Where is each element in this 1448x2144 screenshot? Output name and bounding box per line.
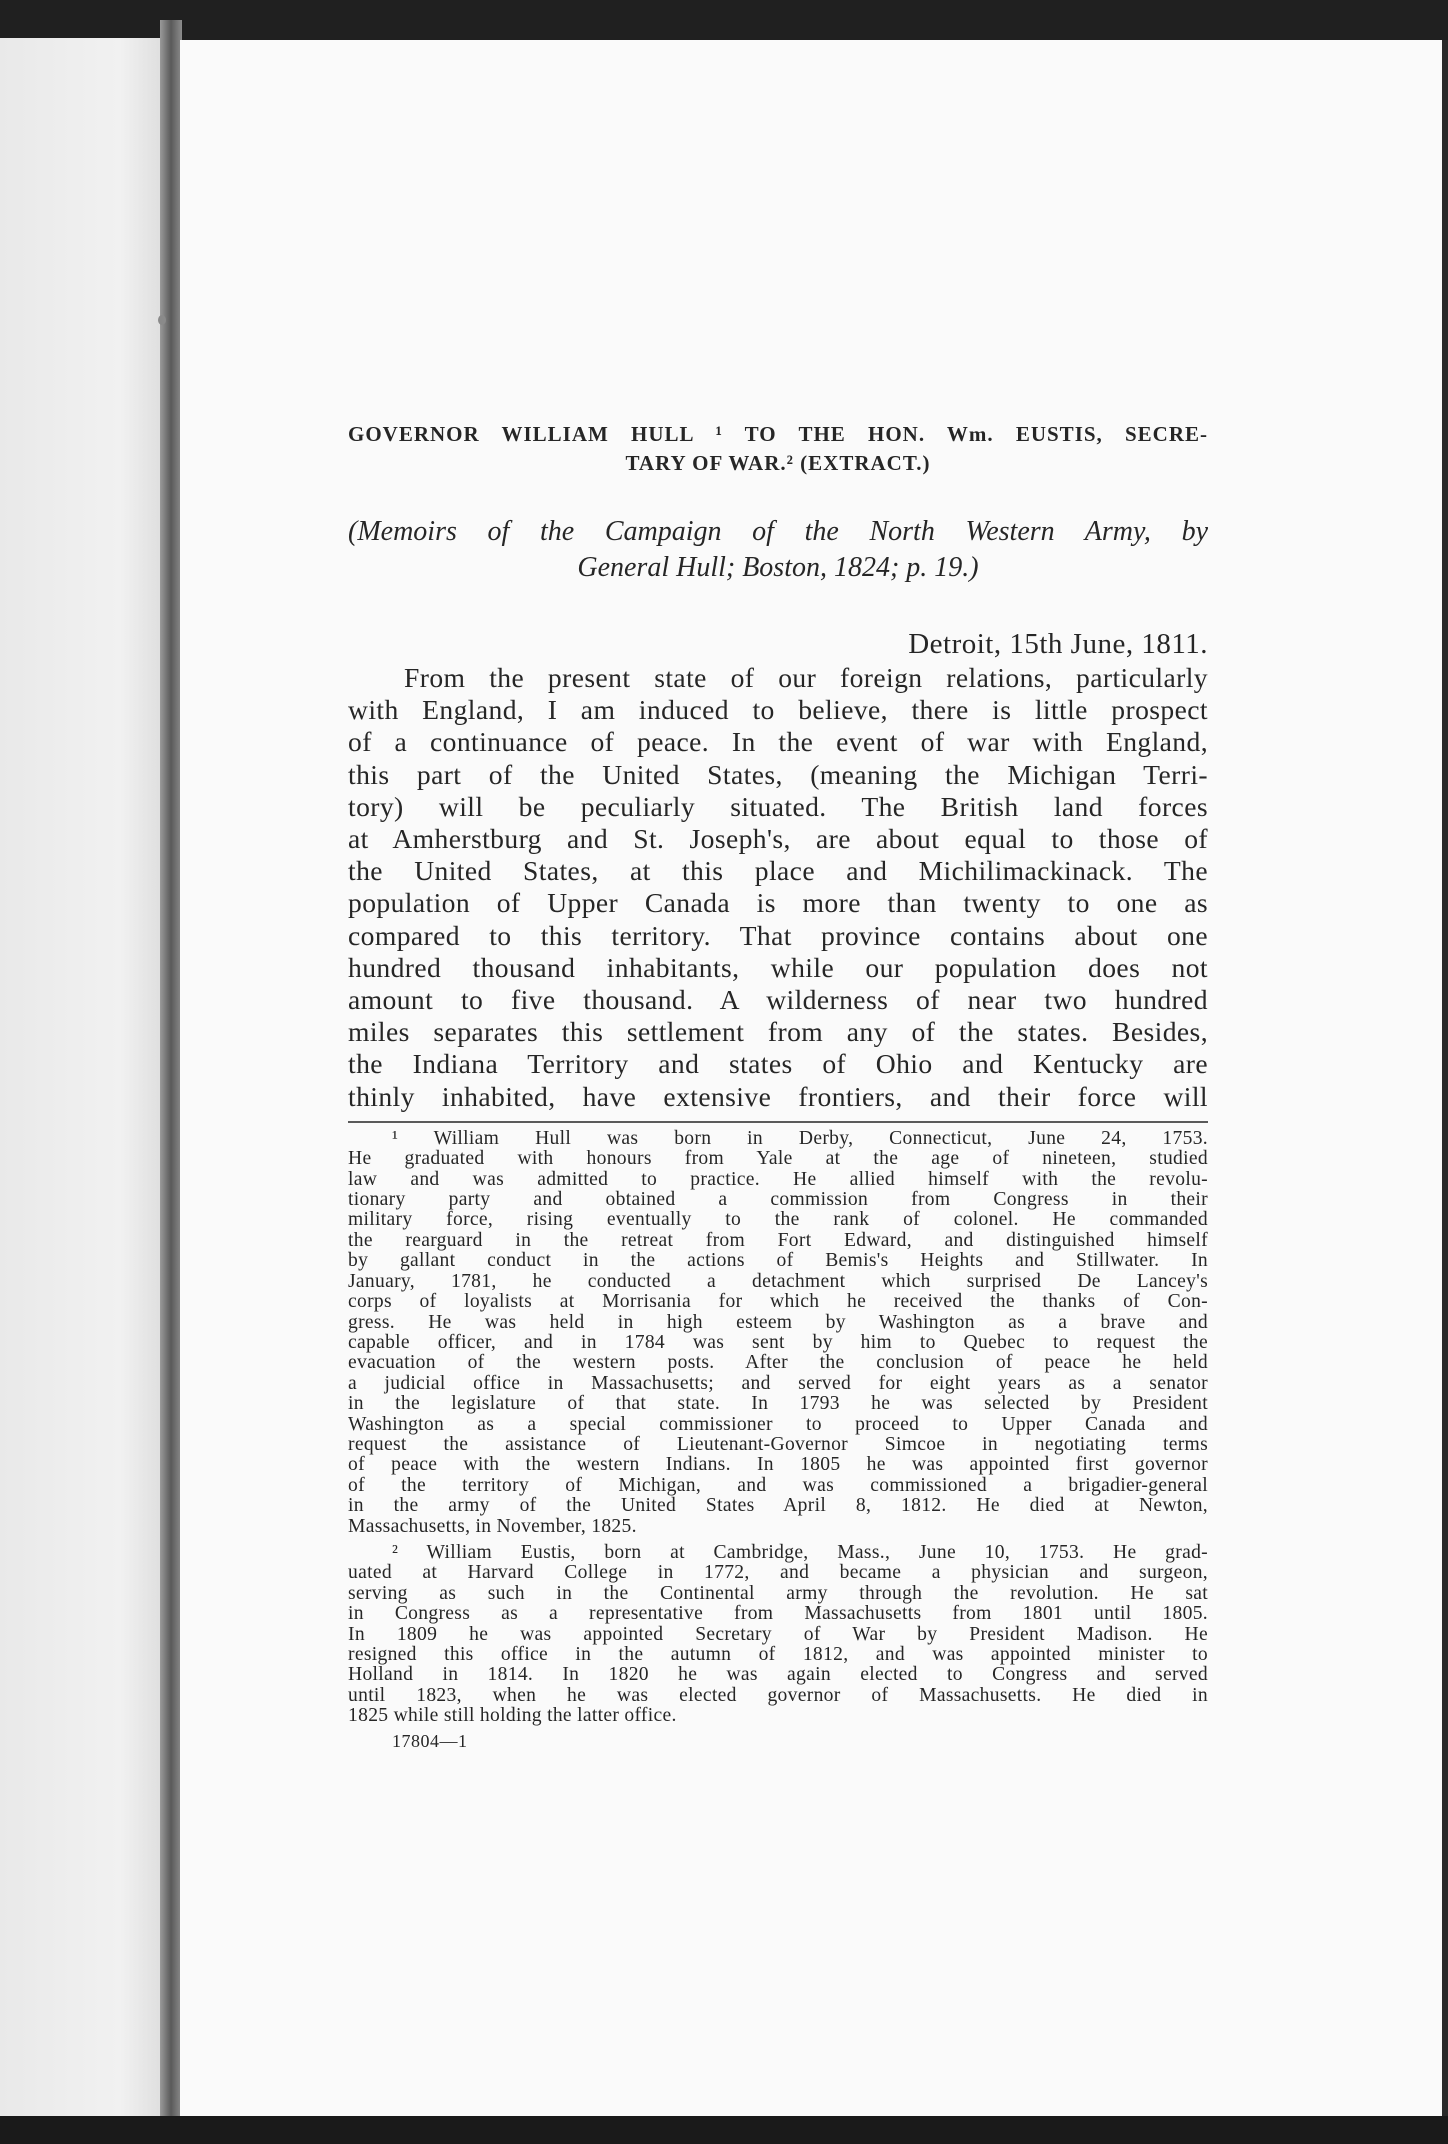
page-content <box>348 420 1208 1752</box>
heading-line-2: TARY OF WAR.² (EXTRACT.) <box>625 451 931 475</box>
footnote-2-line: Holland in 1814. In 1820 he was again elected to Congress and served <box>348 1665 1208 1686</box>
heading-line-1: GOVERNOR WILLIAM HULL ¹ TO THE HON. Wm. EUSTIS, SECRE- <box>348 422 1208 446</box>
footnote-1-line: request the assistance of Lieutenant-Governor Simcoe in negotiating terms <box>348 1434 1208 1455</box>
facing-page-edge <box>0 38 172 2120</box>
footnote-1-line: January, 1781, he conducted a detachment which surprised De Lancey's <box>348 1271 1208 1292</box>
footnote-1-line: in the army of the United States April 8, 1812. He died at Newton, <box>348 1496 1208 1517</box>
footnote-1-line: gress. He was held in high esteem by Washington as a brave and <box>348 1312 1208 1333</box>
scan-speck <box>158 315 166 325</box>
footnote-1-line: He graduated with honours from Yale at the age of nineteen, studied <box>348 1149 1208 1170</box>
footnote-1-line: a judicial office in Massachusetts; and served for eight years as a senator <box>348 1373 1208 1394</box>
footnote-1-line: tionary party and obtained a commission from Congress in their <box>348 1190 1208 1211</box>
footnote-1-line: by gallant conduct in the actions of Bemis's Heights and Stillwater. In <box>348 1251 1208 1272</box>
footnote-1-line: corps of loyalists at Morrisania for which he received the thanks of Con- <box>348 1292 1208 1313</box>
source-line-2: General Hull; Boston, 1824; p. 19.) <box>577 552 979 583</box>
footnote-1 <box>348 1129 1208 1537</box>
footnote-1-line: evacuation of the western posts. After the conclusion of peace he held <box>348 1353 1208 1374</box>
printer-signature: 17804—1 <box>392 1730 468 1751</box>
body-line: population of Upper Canada is more than twenty to one as <box>348 887 1208 919</box>
body-line: miles separates this settlement from any of the states. Besides, <box>348 1016 1208 1048</box>
footnote-2-line: ² William Eustis, born at Cambridge, Mass., June 10, 1753. He grad- <box>392 1542 1208 1563</box>
footnote-2-line: In 1809 he was appointed Secretary of War by President Madison. He <box>348 1624 1208 1645</box>
footnote-1-line: ¹ William Hull was born in Derby, Connecticut, June 24, 1753. <box>392 1128 1208 1149</box>
footnote-1-line: in the legislature of that state. In 1793 he was selected by President <box>348 1394 1208 1415</box>
letter-heading <box>348 420 1208 478</box>
body-line: of a continuance of peace. In the event of war with England, <box>348 726 1208 758</box>
scan-bottom-border <box>0 2116 1448 2144</box>
footnote-1-line: law and was admitted to practice. He allied himself with the revolu- <box>348 1169 1208 1190</box>
footnote-1-line: capable officer, and in 1784 was sent by him to Quebec to request the <box>348 1332 1208 1353</box>
body-line: this part of the United States, (meaning the Michigan Terri- <box>348 758 1208 790</box>
footnote-2 <box>348 1543 1208 1727</box>
footnote-2-line: 1825 while still holding the latter office. <box>348 1706 677 1727</box>
footnote-divider <box>348 1121 1208 1123</box>
footnote-1-line: Massachusetts, in November, 1825. <box>348 1516 637 1537</box>
body-line: thinly inhabited, have extensive frontiers, and their force will <box>348 1080 1208 1112</box>
footnote-2-line: serving as such in the Continental army through the revolution. He sat <box>348 1583 1208 1604</box>
body-line: tory) will be peculiarly situated. The British land forces <box>348 790 1208 822</box>
footnote-2-line: resigned this office in the autumn of 1812, and was appointed minister to <box>348 1645 1208 1665</box>
source-citation <box>348 514 1208 586</box>
source-line-1: (Memoirs of the Campaign of the North Western Army, by <box>348 516 1208 547</box>
footnote-1-line: of the territory of Michigan, and was commissioned a brigadier-general <box>348 1475 1208 1496</box>
footnote-2-line: uated at Harvard College in 1772, and became a physician and surgeon, <box>348 1563 1208 1584</box>
dateline: Detroit, 15th June, 1811. <box>908 628 1208 660</box>
body-line: amount to five thousand. A wilderness of near two hundred <box>348 984 1208 1016</box>
footnote-2-line: in Congress as a representative from Massachusetts from 1801 until 1805. <box>348 1604 1208 1625</box>
footnote-2-line: until 1823, when he was elected governor of Massachusetts. He died in <box>348 1685 1208 1706</box>
scan-top-border <box>0 0 1448 40</box>
body-line: compared to this territory. That province contains about one <box>348 919 1208 951</box>
body-line: From the present state of our foreign relations, particularly <box>404 662 1208 693</box>
body-line: the United States, at this place and Michilimackinack. The <box>348 855 1208 887</box>
footnote-1-line: of peace with the western Indians. In 1805 he was appointed first governor <box>348 1455 1208 1476</box>
body-line: the Indiana Territory and states of Ohio and Kentucky are <box>348 1048 1208 1080</box>
body-line: with England, I am induced to believe, there is little prospect <box>348 694 1208 726</box>
book-gutter <box>160 20 182 2144</box>
footnote-1-line: the rearguard in the retreat from Fort Edward, and distinguished himself <box>348 1230 1208 1251</box>
footnote-1-line: military force, rising eventually to the rank of colonel. He commanded <box>348 1210 1208 1231</box>
footnote-1-line: Washington as a special commissioner to proceed to Upper Canada and <box>348 1414 1208 1435</box>
scan-right-border <box>1442 40 1448 2116</box>
body-line: at Amherstburg and St. Joseph's, are about equal to those of <box>348 823 1208 855</box>
letter-body <box>348 662 1208 1113</box>
body-line: hundred thousand inhabitants, while our population does not <box>348 951 1208 983</box>
